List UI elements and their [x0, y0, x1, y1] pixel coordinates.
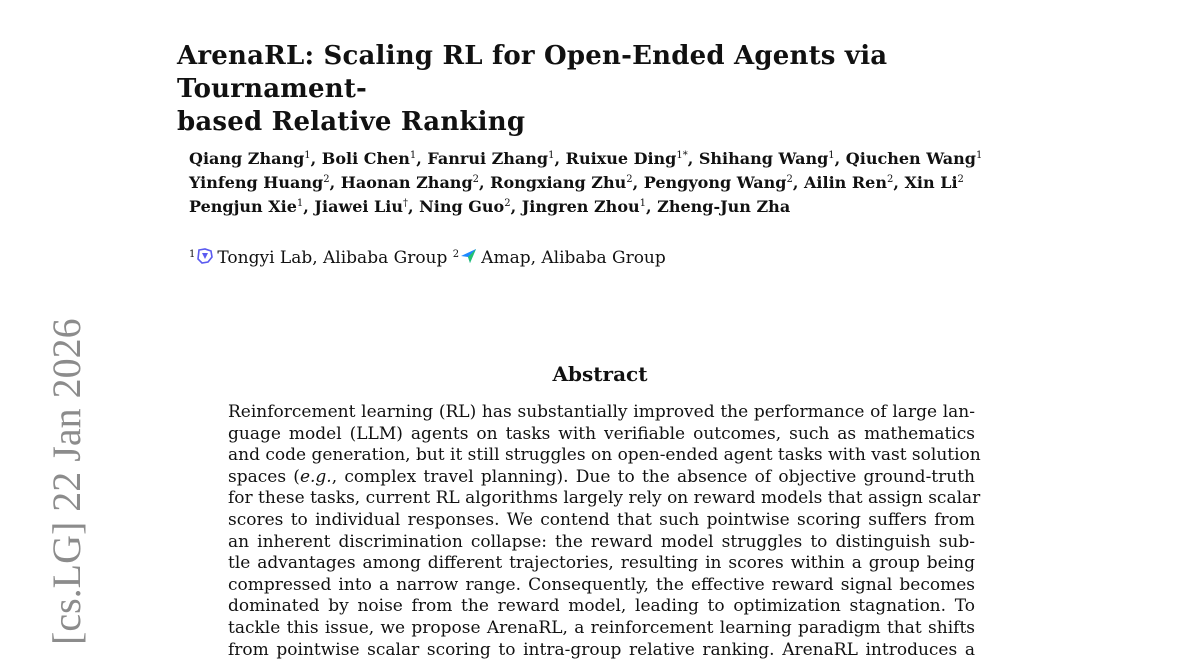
- author-name: Jingren Zhou: [521, 197, 640, 216]
- author-affiliation-sup: 1: [828, 150, 835, 161]
- author-affiliation-sup: 1: [548, 150, 555, 161]
- abstract-line: from pointwise scalar scoring to intra-group relative ranking. ArenaRL introduces a: [228, 639, 975, 660]
- author-affiliation-sup: 2: [886, 174, 894, 185]
- author-separator: ,: [554, 149, 566, 168]
- abstract-line: guage model (LLM) agents on tasks with verifiable outcomes, such as mathematics: [228, 423, 975, 444]
- author-name: Qiuchen Wang: [845, 149, 976, 168]
- author-name: Fanrui Zhang: [427, 149, 549, 168]
- author-separator: ,: [310, 149, 322, 168]
- author-name: Yinfeng Huang: [189, 173, 324, 192]
- author-separator: ,: [479, 173, 491, 192]
- abstract-line: tackle this issue, we propose ArenaRL, a reinforcement learning paradigm that shifts: [228, 617, 975, 638]
- author-separator: ,: [792, 173, 805, 192]
- author-name: Ailin Ren: [804, 173, 887, 192]
- affiliation-2-sup: 2: [452, 249, 460, 260]
- author-line: [189, 171, 1029, 195]
- author-separator: ,: [408, 197, 420, 216]
- abstract-line: Reinforcement learning (RL) has substantially improved the performance of large lan-: [228, 402, 975, 422]
- author-affiliation-sup: 1: [296, 198, 304, 209]
- abstract-line: dominated by noise from the reward model, leading to optimization stagnation. To: [228, 596, 975, 617]
- author-name: Zheng-Jun Zha: [657, 197, 791, 216]
- abstract-line: for these tasks, current RL algorithms largely rely on reward models that assign scalar: [228, 488, 981, 509]
- author-separator: ,: [687, 149, 699, 168]
- author-affiliation-sup: 1*: [676, 150, 688, 161]
- author-affiliation-sup: 1: [409, 150, 417, 161]
- tongyi-logo-icon: [196, 248, 214, 264]
- author-name: Qiang Zhang: [189, 149, 305, 168]
- author-affiliation-sup: 2: [504, 198, 511, 209]
- abstract-line: an inherent discrimination collapse: the reward model struggles to distinguish sub-: [228, 531, 975, 552]
- author-affiliation-sup: 2: [626, 174, 633, 185]
- affiliations: [189, 246, 666, 270]
- author-name: Ning Guo: [419, 197, 505, 216]
- abstract-body: [228, 402, 981, 661]
- author-list: [189, 147, 1029, 219]
- paper-title: [177, 40, 1037, 139]
- author-affiliation-sup: 1: [304, 150, 311, 161]
- author-line: [189, 195, 1029, 219]
- author-separator: ,: [510, 197, 522, 216]
- author-affiliation-sup: †: [403, 198, 408, 209]
- arxiv-stamp: [cs.LG] 22 Jan 2026: [44, 318, 89, 645]
- author-separator: ,: [416, 149, 428, 168]
- author-name: Rongxiang Zhu: [490, 173, 627, 192]
- author-name: Pengjun Xie: [189, 197, 297, 216]
- author-name: Haonan Zhang: [340, 173, 473, 192]
- author-affiliation-sup: 1: [639, 198, 646, 209]
- abstract-line: spaces (e.g., complex travel planning). Due to the absence of objective ground-truth: [228, 466, 975, 487]
- title-line-2: based Relative Ranking: [177, 107, 526, 137]
- author-separator: ,: [329, 173, 341, 192]
- abstract-line: scores to individual responses. We contend that such pointwise scoring suffers from: [228, 509, 975, 530]
- amap-logo-icon: [460, 248, 478, 264]
- affiliation-2-text: Amap, Alibaba Group: [481, 248, 666, 268]
- author-affiliation-sup: 1: [975, 150, 983, 161]
- abstract-line: compressed into a narrow range. Consequently, the effective reward signal becomes: [228, 574, 975, 595]
- author-affiliation-sup: 2: [957, 174, 964, 185]
- abstract-heading: Abstract: [552, 362, 648, 386]
- author-affiliation-sup: 2: [323, 174, 330, 185]
- author-name: Xin Li: [904, 173, 958, 192]
- author-name: Ruixue Ding: [565, 149, 677, 168]
- author-line: [189, 147, 1029, 171]
- author-separator: ,: [834, 149, 846, 168]
- author-separator: ,: [632, 173, 644, 192]
- abstract-line: and code generation, but it still struggles on open-ended agent tasks with vast solution: [228, 445, 981, 466]
- author-name: Jiawei Liu: [314, 197, 403, 216]
- author-name: Pengyong Wang: [643, 173, 787, 192]
- affiliation-1-text: Tongyi Lab, Alibaba Group: [217, 248, 448, 268]
- author-affiliation-sup: 2: [786, 174, 793, 185]
- abstract-line: tle advantages among different trajectories, resulting in scores within a group being: [228, 553, 975, 574]
- affiliation-1-sup: 1: [189, 249, 196, 260]
- author-affiliation-sup: 2: [472, 174, 479, 185]
- title-line-1: ArenaRL: Scaling RL for Open-Ended Agents via Tournament-: [177, 41, 888, 104]
- author-separator: ,: [893, 173, 905, 192]
- author-name: Shihang Wang: [698, 149, 829, 168]
- author-name: Boli Chen: [321, 149, 410, 168]
- author-separator: ,: [646, 197, 658, 216]
- author-separator: ,: [303, 197, 315, 216]
